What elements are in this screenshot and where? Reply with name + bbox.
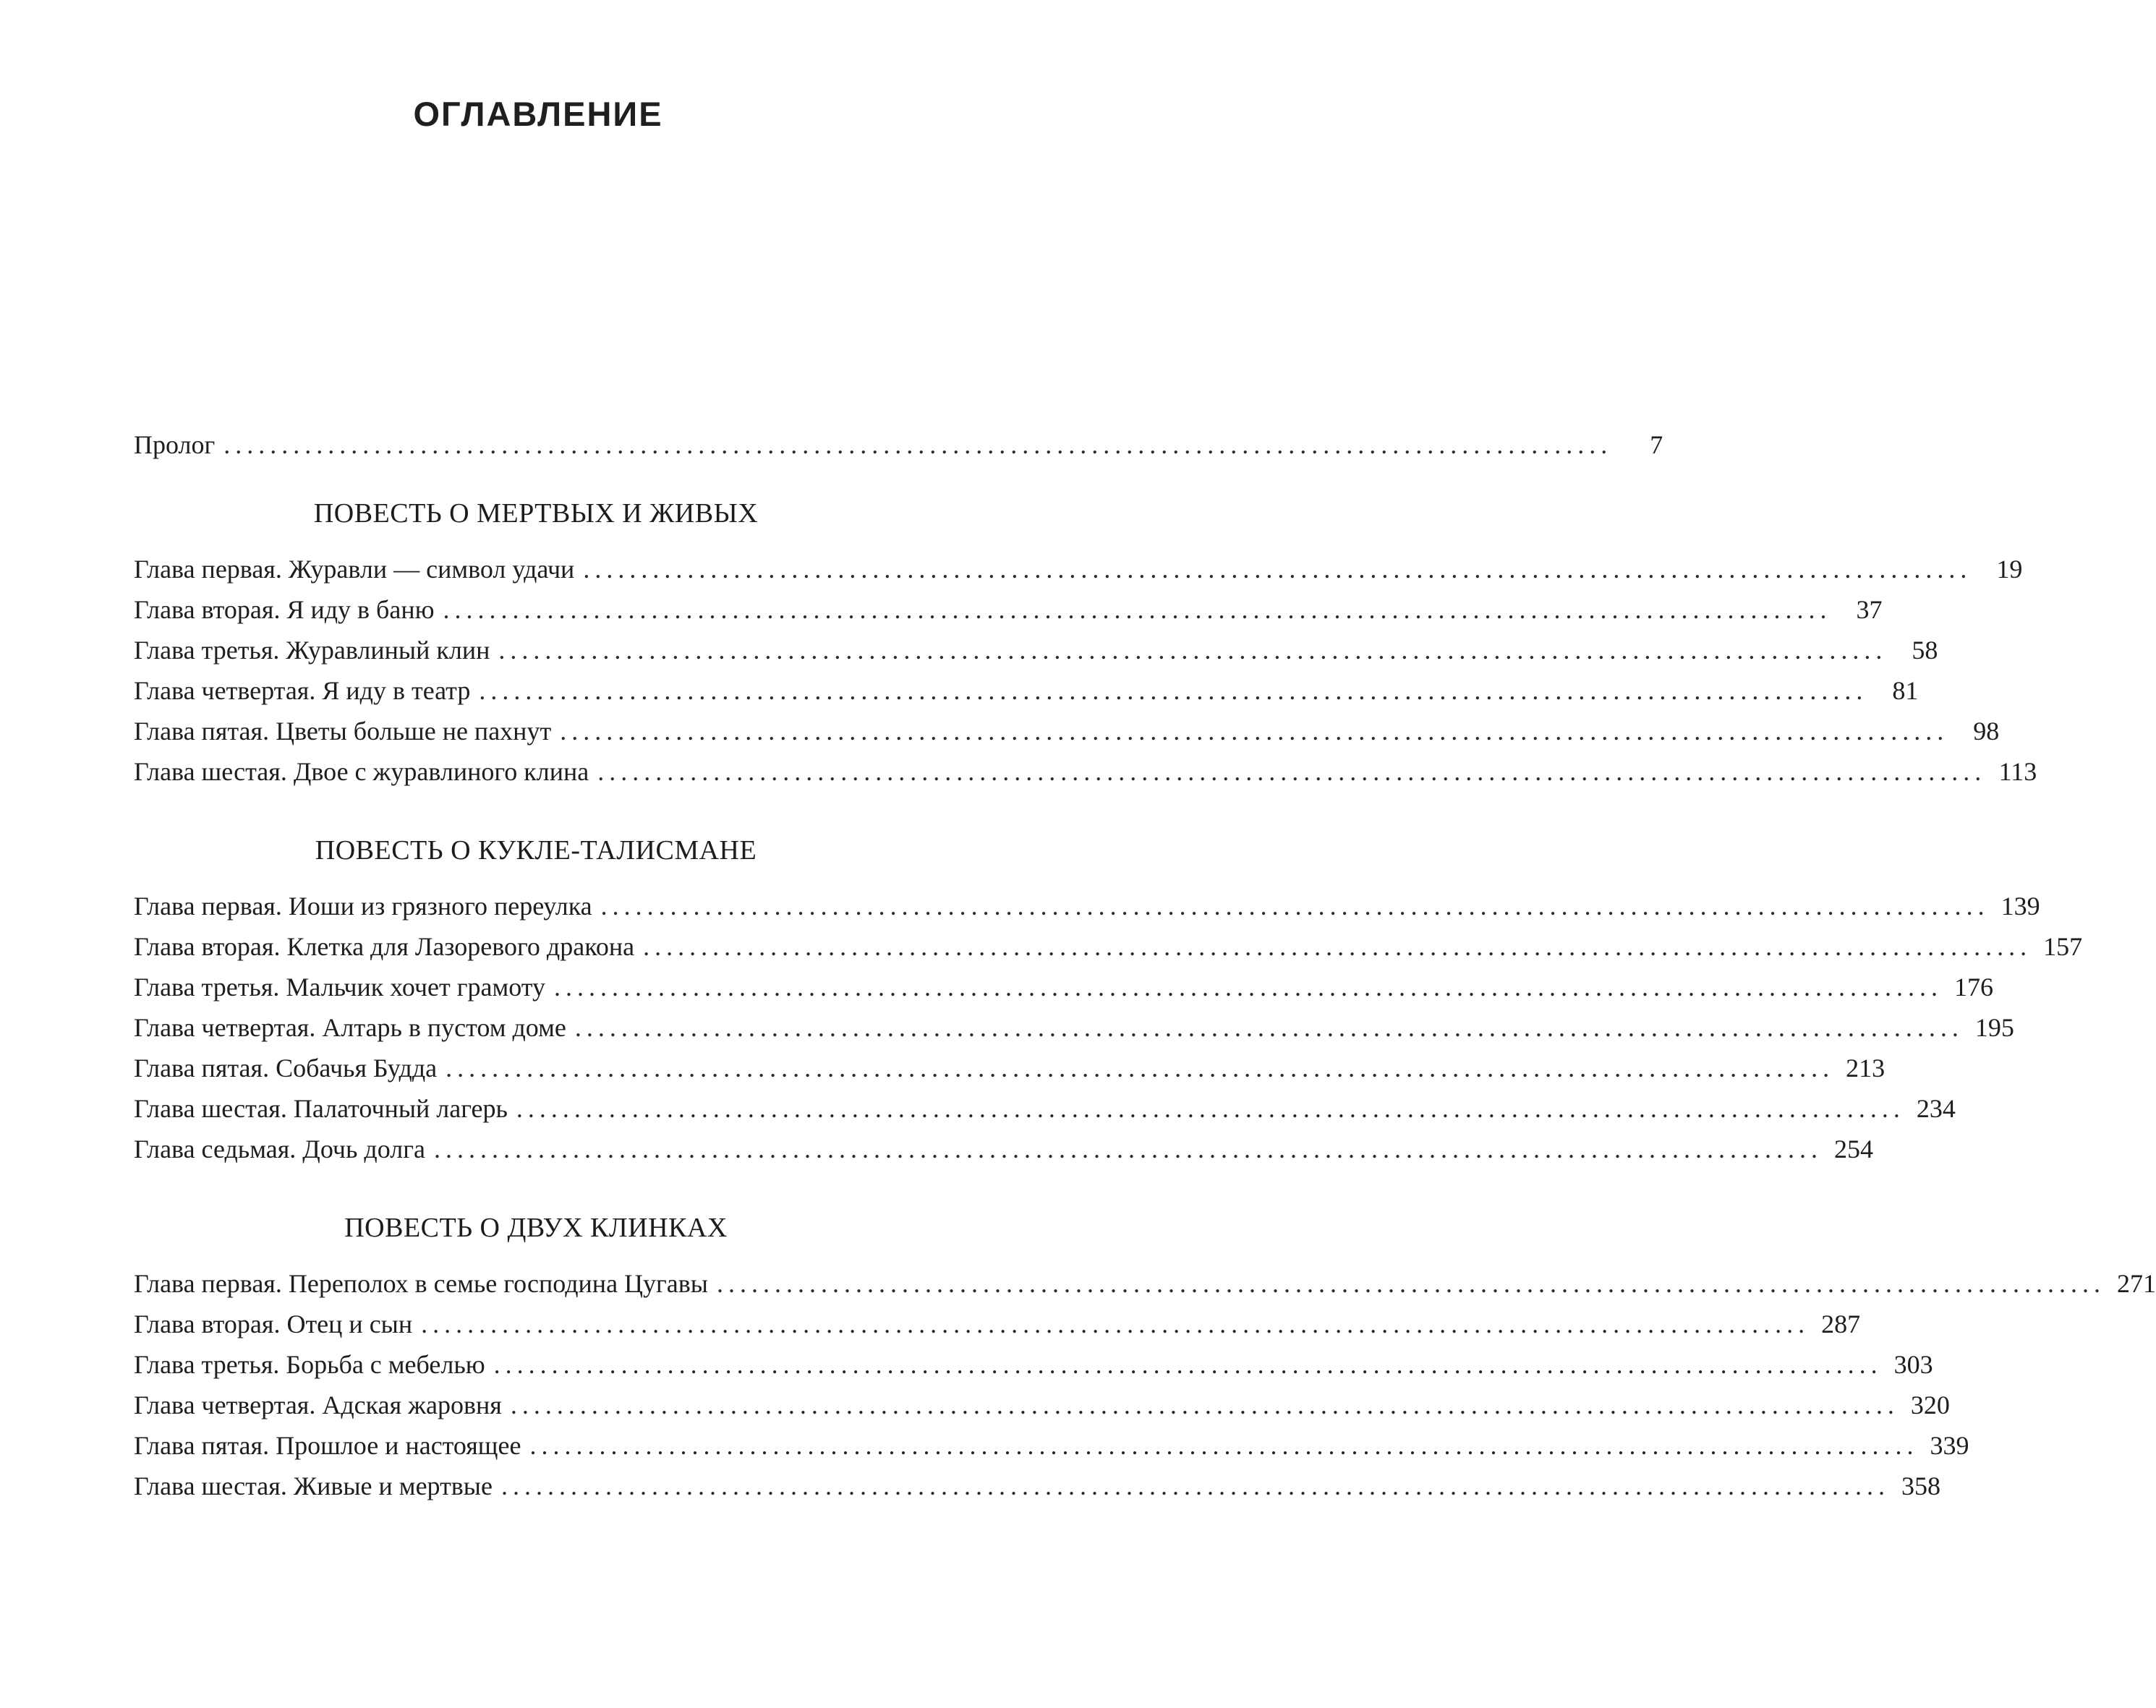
dot-leader: ........................................................................................................................	[498, 636, 1888, 665]
toc-entry-page: 254	[1833, 1135, 1873, 1163]
dot-leader: ........................................................................................................................	[500, 1472, 1890, 1500]
toc-entry[interactable]	[134, 1007, 2014, 1048]
dot-leader: ........................................................................................................................	[446, 1054, 1835, 1083]
dot-leader: ........................................................................................................................	[479, 676, 1868, 705]
table-of-contents	[134, 424, 2156, 1506]
dot-leader: ........................................................................................................................	[560, 717, 1949, 746]
toc-entry-title: Глава вторая. Отец и сын	[134, 1310, 413, 1338]
toc-entry-page: 195	[1974, 1013, 2014, 1042]
toc-entry-prologue[interactable]	[134, 424, 1663, 465]
toc-entry-title: Глава шестая. Живые и мертвые	[134, 1472, 493, 1500]
section-heading: ПОВЕСТЬ О ДВУХ КЛИНКАХ	[344, 1213, 728, 1243]
toc-entry-title: Глава четвертая. Адская жаровня	[134, 1391, 502, 1419]
section-heading: ПОВЕСТЬ О МЕРТВЫХ И ЖИВЫХ	[313, 498, 759, 529]
toc-entry[interactable]	[134, 1263, 2156, 1304]
toc-entry-title: Глава первая. Журавли — символ удачи	[134, 555, 575, 584]
toc-entry[interactable]	[134, 751, 2037, 792]
toc-entry-title: Глава третья. Борьба с мебелью	[134, 1350, 485, 1379]
toc-entry-page: 139	[2001, 892, 2040, 921]
toc-entry[interactable]	[134, 711, 2000, 751]
dot-leader: ........................................................................................................................	[510, 1391, 1899, 1419]
toc-entry[interactable]	[134, 926, 2083, 967]
toc-entry-page: 157	[2043, 932, 2083, 961]
toc-entry-title: Глава шестая. Двое с журавлиного клина	[134, 757, 589, 786]
toc-entry-title: Глава третья. Мальчик хочет грамоту	[134, 973, 546, 1002]
toc-entry-title: Глава вторая. Я иду в баню	[134, 595, 435, 624]
toc-section	[134, 829, 2083, 1169]
toc-entry-title: Глава пятая. Прошлое и настоящее	[134, 1431, 521, 1460]
toc-entry-page: 19	[1996, 555, 2023, 584]
toc-entry[interactable]	[134, 589, 1883, 630]
toc-entry-title: Глава вторая. Клетка для Лазоревого дракона	[134, 932, 635, 961]
toc-entry[interactable]	[134, 1304, 1861, 1344]
dot-leader: ........................................................................................................................	[421, 1310, 1810, 1338]
toc-entry-title: Глава седьмая. Дочь долга	[134, 1135, 425, 1163]
dot-leader: ........................................................................................................................	[597, 757, 1987, 786]
toc-entry-page: 303	[1893, 1350, 1933, 1379]
toc-entry-page: 287	[1821, 1310, 1861, 1338]
toc-entry-page: 81	[1892, 676, 1919, 705]
toc-section	[134, 492, 2037, 792]
dot-leader: ........................................................................................................................	[583, 555, 1972, 584]
toc-entry[interactable]	[134, 1344, 1933, 1385]
dot-leader: ........................................................................................................................	[223, 430, 1613, 459]
toc-entry[interactable]	[134, 670, 1919, 711]
toc-entry-title: Глава шестая. Палаточный лагерь	[134, 1094, 508, 1123]
dot-leader: ........................................................................................................................	[600, 892, 1990, 921]
toc-entry-page: 271	[2116, 1269, 2156, 1298]
toc-sections	[134, 492, 2156, 1506]
toc-entry-page: 7	[1650, 430, 1663, 459]
toc-entry[interactable]	[134, 1425, 1969, 1466]
toc-entry-page: 339	[1930, 1431, 1969, 1460]
toc-entry-page: 113	[1998, 757, 2037, 786]
toc-entry-page: 98	[1973, 717, 2000, 746]
dot-leader: ........................................................................................................................	[433, 1135, 1823, 1163]
dot-leader: ........................................................................................................................	[493, 1350, 1883, 1379]
toc-entry[interactable]	[134, 886, 2040, 926]
toc-entry-page: 320	[1910, 1391, 1950, 1419]
toc-entry[interactable]	[134, 1466, 1940, 1506]
toc-entry-title: Глава первая. Иоши из грязного переулка	[134, 892, 592, 921]
dot-leader: ........................................................................................................................	[443, 595, 1832, 624]
toc-entry[interactable]	[134, 967, 1994, 1007]
dot-leader: ........................................................................................................................	[716, 1269, 2105, 1298]
dot-leader: ........................................................................................................................	[529, 1431, 1919, 1460]
dot-leader: ........................................................................................................................	[516, 1094, 1905, 1123]
toc-entry-title: Глава пятая. Собачья Будда	[134, 1054, 438, 1083]
toc-entry-page: 213	[1846, 1054, 1886, 1083]
section-heading: ПОВЕСТЬ О КУКЛЕ-ТАЛИСМАНЕ	[315, 835, 757, 866]
toc-entry-page: 58	[1912, 636, 1938, 665]
toc-entry[interactable]	[134, 1385, 1950, 1425]
toc-section	[134, 1207, 2156, 1506]
toc-entry[interactable]	[134, 1129, 1873, 1169]
toc-entry-page: 176	[1954, 973, 1994, 1002]
toc-entry-title: Глава четвертая. Алтарь в пустом доме	[134, 1013, 566, 1042]
toc-entry[interactable]	[134, 1048, 1886, 1088]
toc-entry-title: Глава четвертая. Я иду в театр	[134, 676, 471, 705]
toc-entry-page: 37	[1856, 595, 1883, 624]
dot-leader: ........................................................................................................................	[643, 932, 2032, 961]
toc-entry-title: Глава первая. Переполох в семье господина Цугавы	[134, 1269, 708, 1298]
toc-entry-title: Глава третья. Журавлиный клин	[134, 636, 490, 665]
toc-entry-page: 234	[1916, 1094, 1956, 1123]
toc-entry[interactable]	[134, 630, 1938, 670]
dot-leader: ........................................................................................................................	[554, 973, 1943, 1002]
toc-entry[interactable]	[134, 1088, 1956, 1129]
toc-entry[interactable]	[134, 549, 2023, 589]
dot-leader: ........................................................................................................................	[574, 1013, 1964, 1042]
page-title: ОГЛАВЛЕНИЕ	[413, 95, 663, 133]
toc-entry-title: Пролог	[134, 430, 216, 459]
toc-entry-page: 358	[1901, 1472, 1940, 1500]
toc-entry-title: Глава пятая. Цветы больше не пахнут	[134, 717, 552, 746]
